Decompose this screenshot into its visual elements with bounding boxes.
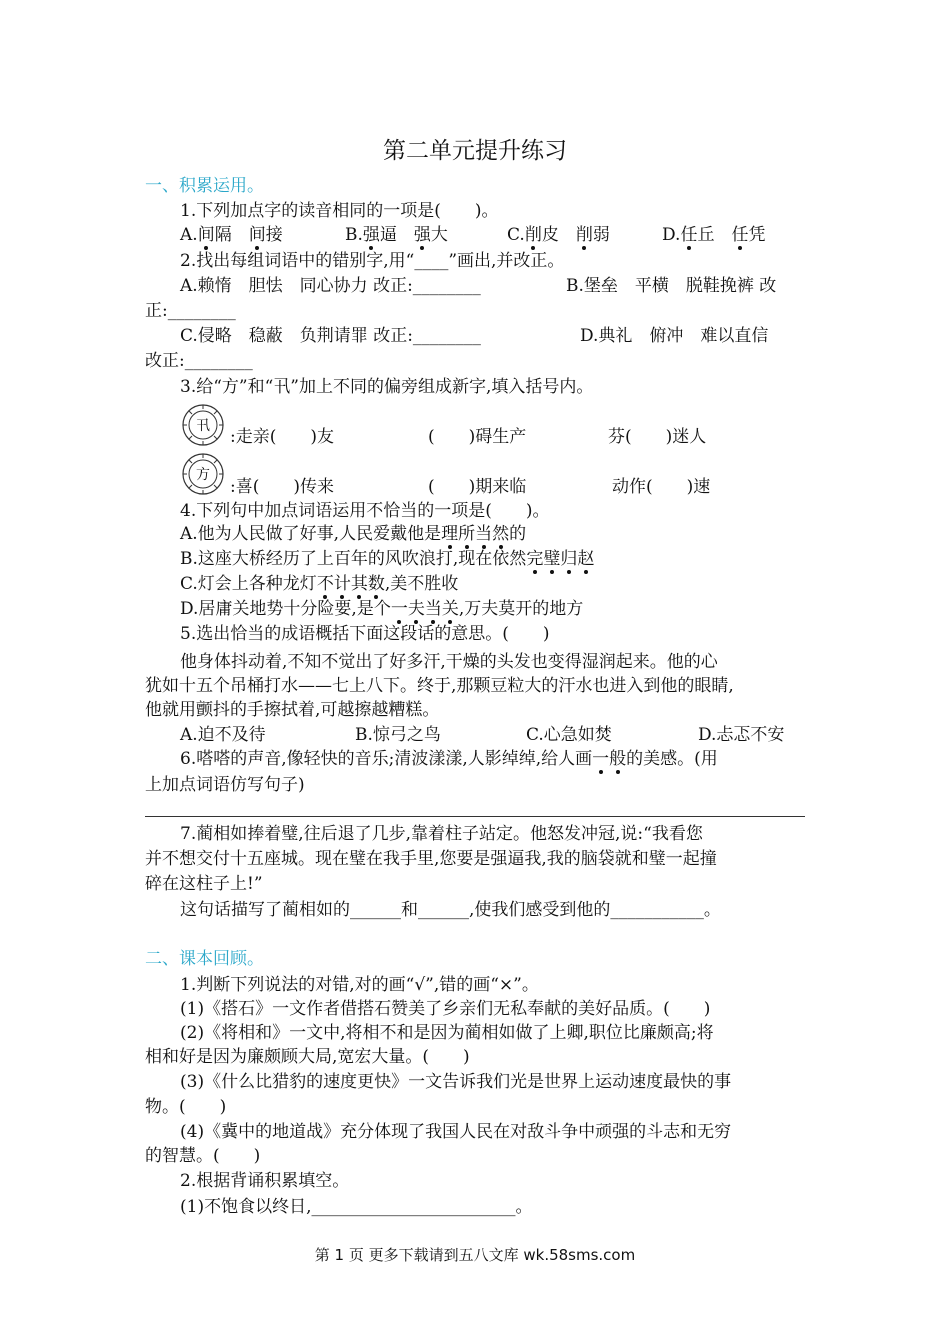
q6-stem-cont: 上加点词语仿写句子): [145, 775, 305, 795]
page-footer: 第 1 页 更多下载请到五八文库 wk.58sms.com: [314, 1246, 636, 1264]
q1-option-a: A.间隔 间接: [180, 225, 283, 245]
q2-option-a: A.赖惰 胆怯 同心协力 改正:________: [180, 276, 481, 296]
s2-q1-item1: (1)《搭石》一文作者借搭石赞美了乡亲们无私奉献的美好品质。( ): [180, 999, 711, 1019]
q2-option-d-cont: 改正:________: [145, 351, 253, 371]
q7-passage-line3: 碎在这柱子上!”: [145, 874, 263, 894]
q5-stem: 5.选出恰当的成语概括下面这段话的意思。( ): [180, 624, 550, 644]
q5-passage-line2: 犹如十五个吊桶打水——七上八下。终于,那颗豆粒大的汗水也进入到他的眼睛,: [145, 676, 734, 696]
q4-option-b: B.这座大桥经历了上百年的风吹浪打,现在依然完璧归赵: [180, 549, 595, 569]
q3-row1-item3: 芬( )迷人: [608, 427, 707, 447]
s2-q1-item4-cont: 的智慧。( ): [145, 1146, 261, 1166]
s2-q1-item2: (2)《将相和》一文中,将相不和是因为蔺相如做了上卿,职位比廉颇高;将: [180, 1023, 714, 1043]
q3-row2-item3: 动作( )速: [612, 477, 711, 497]
q5-option-b: B.惊弓之鸟: [355, 725, 441, 745]
q1-option-b: B.强逼 强大: [345, 225, 448, 245]
q5-passage-line3: 他就用颤抖的手擦拭着,可越擦越糟糕。: [145, 700, 440, 720]
section-heading-2: 二、课本回顾。: [145, 949, 264, 969]
badge-fang: [180, 451, 226, 497]
badge-fang-label: 方: [196, 467, 210, 483]
q2-option-c: C.侵略 稳蔽 负荆请罪 改正:________: [180, 326, 481, 346]
page-title: 第二单元提升练习: [383, 138, 567, 164]
q7-passage-line1: 7.蔺相如捧着璧,往后退了几步,靠着柱子站定。他怒发冲冠,说:“我看您: [180, 824, 703, 844]
q3-stem: 3.给“方”和“卂”加上不同的偏旁组成新字,填入括号内。: [180, 377, 594, 397]
q4-stem: 4.下列句中加点词语运用不恰当的一项是( )。: [180, 501, 550, 521]
q7-question: 这句话描写了蔺相如的______和______,使我们感受到他的___________。: [180, 900, 721, 920]
s2-q2-item1: (1)不饱食以终日,________________________。: [180, 1197, 533, 1217]
s2-q1-stem: 1.判断下列说法的对错,对的画“√”,错的画“×”。: [180, 975, 539, 995]
s2-q2-stem: 2.根据背诵积累填空。: [180, 1171, 350, 1191]
section-heading-1: 一、积累运用。: [145, 176, 264, 196]
q5-passage-line1: 他身体抖动着,不知不觉出了好多汗,干燥的头发也变得湿润起来。他的心: [180, 652, 718, 672]
s2-q1-item3-cont: 物。( ): [145, 1097, 227, 1117]
q1-option-d: D.任丘 任凭: [662, 225, 766, 245]
q3-row1-item2: ( )碍生产: [428, 427, 527, 447]
q2-option-b-cont: 正:________: [145, 301, 236, 321]
q3-row1-item1: :走亲( )友: [230, 427, 334, 447]
q1-option-c: C.削皮 削弱: [507, 225, 610, 245]
q2-option-d: D.典礼 俯冲 难以直信: [580, 326, 769, 346]
badge-xun: [180, 402, 226, 448]
q5-option-c: C.心急如焚: [526, 725, 612, 745]
q3-row2-item1: :喜( )传来: [230, 477, 334, 497]
q2-option-b: B.堡垒 平横 脱鞋挽裤 改: [566, 276, 777, 296]
badge-xun-label: 卂: [196, 418, 210, 434]
s2-q1-item3: (3)《什么比猎豹的速度更快》一文告诉我们光是世界上运动速度最快的事: [180, 1072, 732, 1092]
q4-option-d: D.居庸关地势十分险要,是个一夫当关,万夫莫开的地方: [180, 599, 584, 619]
s2-q1-item4: (4)《冀中的地道战》充分体现了我国人民在对敌斗争中顽强的斗志和无穷: [180, 1122, 732, 1142]
q3-row2-item2: ( )期来临: [428, 477, 527, 497]
q6-stem: 6.嗒嗒的声音,像轻快的音乐;清波漾漾,人影绰绰,给人画一般的美感。(用: [180, 749, 718, 769]
q7-passage-line2: 并不想交付十五座城。现在璧在我手里,您要是强逼我,我的脑袋就和璧一起撞: [145, 849, 717, 869]
q6-answer-line: [145, 816, 805, 817]
q1-stem: 1.下列加点字的读音相同的一项是( )。: [180, 201, 499, 221]
s2-q1-item2-cont: 相和好是因为廉颇顾大局,宽宏大量。( ): [145, 1047, 470, 1067]
q5-option-a: A.迫不及待: [180, 725, 266, 745]
q2-stem: 2.找出每组词语中的错别字,用“____”画出,并改正。: [180, 251, 565, 271]
q5-option-d: D.忐忑不安: [698, 725, 785, 745]
q4-option-a: A.他为人民做了好事,人民爱戴他是理所当然的: [180, 524, 527, 544]
q4-option-c: C.灯会上各种龙灯不计其数,美不胜收: [180, 574, 459, 594]
